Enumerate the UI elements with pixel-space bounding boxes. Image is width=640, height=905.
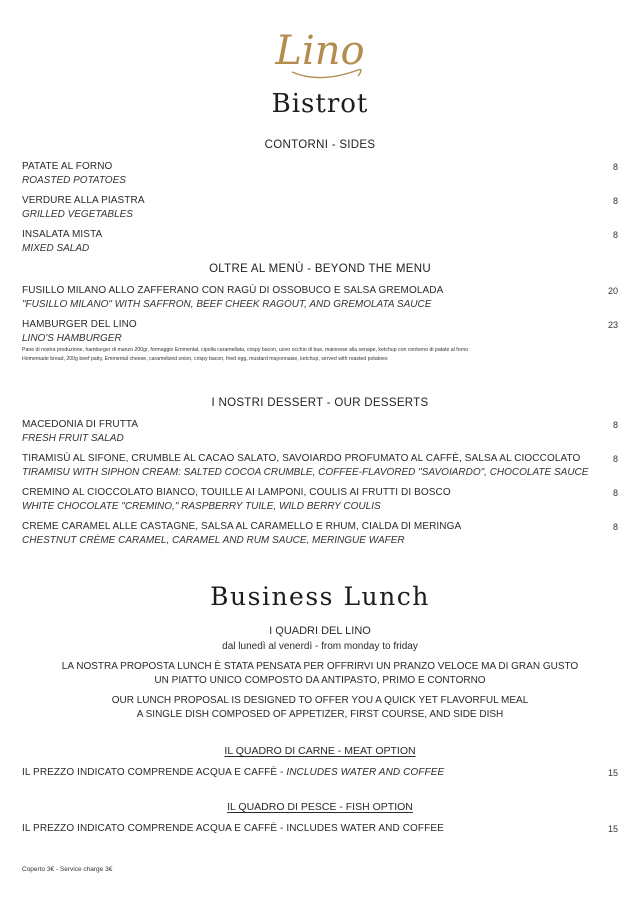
item-name-en: WHITE CHOCOLATE "CREMINO," RASPBERRY TUILE, WILD BERRY COULIS — [22, 501, 381, 512]
fish-option-title: IL QUADRO DI PESCE - FISH OPTION — [227, 801, 413, 813]
business-lunch-subtitle: I QUADRI DEL LINO — [269, 625, 371, 637]
item-price: 20 — [607, 286, 618, 296]
meat-line-it: IL PREZZO INDICATO COMPRENDE ACQUA E CAFFÈ - — [22, 767, 287, 778]
item-name-en: TIRAMISU WITH SIPHON CREAM: SALTED COCOA CRUMBLE, COFFEE-FLAVORED "SAVOIARDO", CHOCOLATE SAUCE — [22, 467, 589, 478]
item-name-en: CHESTNUT CRÈME CARAMEL, CARAMEL AND RUM SAUCE, MERINGUE WAFER — [22, 535, 405, 546]
item-price: 8 — [612, 420, 618, 430]
meat-option-title: IL QUADRO DI CARNE - MEAT OPTION — [224, 745, 416, 757]
item-name-it: TIRAMISÙ AL SIFONE, CRUMBLE AL CACAO SALATO, SAVOIARDO PROFUMATO AL CAFFÈ, SALSA AL CIOCCOLATO — [22, 453, 581, 464]
item-name-en: GRILLED VEGETABLES — [22, 209, 133, 220]
item-name-it: MACEDONIA DI FRUTTA — [22, 419, 139, 430]
item-name-en: ROASTED POTATOES — [22, 175, 126, 186]
item-name-en: "FUSILLO MILANO" WITH SAFFRON, BEEF CHEEK RAGOUT, AND GREMOLATA SAUCE — [22, 299, 432, 310]
menu-item — [22, 160, 618, 188]
item-name-it: CREME CARAMEL ALLE CASTAGNE, SALSA AL CARAMELLO E RHUM, CIALDA DI MERINGA — [22, 521, 462, 532]
item-name-it: VERDURE ALLA PIASTRA — [22, 195, 145, 206]
lunch-intro-en-2: A SINGLE DISH COMPOSED OF APPETIZER, FIRST COURSE, AND SIDE DISH — [136, 709, 504, 720]
item-price: 8 — [612, 522, 618, 532]
item-price: 8 — [612, 162, 618, 172]
lunch-intro-it-1: LA NOSTRA PROPOSTA LUNCH È STATA PENSATA PER OFFRIRVI UN PRANZO VELOCE MA DI GRAN GUSTO — [61, 661, 579, 672]
menu-item — [22, 452, 618, 480]
fish-option-line — [22, 822, 618, 836]
cover-charge-note: Coperto 3€ - Service charge 3€ — [22, 866, 113, 873]
business-lunch-days: dal lunedì al venerdì - from monday to friday — [222, 641, 418, 652]
item-price: 8 — [612, 230, 618, 240]
lunch-intro-it-2: UN PIATTO UNICO COMPOSTO DA ANTIPASTO, PRIMO E CONTORNO — [154, 675, 486, 686]
item-description-it: Pane di nostra produzione, hamburger di manzo 200gr, formaggio Emmental, cipolla caramellata, crispy bacon, uovo occhio di bue, maionese alla senape, ketchup con contorno di patate al forno — [22, 347, 469, 353]
meat-option-line — [22, 766, 618, 780]
menu-item — [22, 284, 618, 312]
item-name-it: FUSILLO MILANO ALLO ZAFFERANO CON RAGÙ DI OSSOBUCO E SALSA GREMOLADA — [22, 285, 444, 296]
menu-item — [22, 418, 618, 446]
item-description-en: Homemade bread, 200g beef patty, Emmental cheese, caramelized onion, crispy bacon, fried egg, mustard mayonnaise, ketchup, served with roasted potatoes — [22, 356, 388, 362]
item-price: 8 — [612, 488, 618, 498]
fish-option-price: 15 — [607, 824, 618, 834]
item-name-it: CREMINO AL CIOCCOLATO BIANCO, TOUILLE AI LAMPONI, COULIS AI FRUTTI DI BOSCO — [22, 487, 451, 498]
menu-item — [22, 520, 618, 548]
item-price: 8 — [612, 454, 618, 464]
item-price: 8 — [612, 196, 618, 206]
section-title-desserts: I NOSTRI DESSERT - OUR DESSERTS — [211, 397, 429, 409]
brand-logo — [0, 14, 640, 124]
item-name-it: HAMBURGER DEL LINO — [22, 319, 137, 330]
item-name-en: FRESH FRUIT SALAD — [22, 433, 124, 444]
item-name-en: MIXED SALAD — [22, 243, 90, 254]
menu-item — [22, 318, 618, 364]
logo-bistrot-text: Bistrot — [271, 89, 369, 119]
item-price: 23 — [607, 320, 618, 330]
lunch-intro-en-1: OUR LUNCH PROPOSAL IS DESIGNED TO OFFER YOU A QUICK YET FLAVORFUL MEAL — [111, 695, 529, 706]
menu-item — [22, 228, 618, 256]
item-name-it: PATATE AL FORNO — [22, 161, 113, 172]
menu-item — [22, 194, 618, 222]
meat-option-price: 15 — [607, 768, 618, 778]
fish-line: IL PREZZO INDICATO COMPRENDE ACQUA E CAFFÈ - INCLUDES WATER AND COFFEE — [22, 823, 444, 834]
meat-line-en: INCLUDES WATER AND COFFEE — [286, 767, 445, 778]
section-title-sides: CONTORNI - SIDES — [264, 139, 376, 151]
item-name-en: LINO'S HAMBURGER — [22, 333, 122, 344]
business-lunch-title: Business Lunch — [210, 582, 430, 611]
menu-item — [22, 486, 618, 514]
section-title-beyond-menu: OLTRE AL MENÙ - BEYOND THE MENU — [209, 263, 431, 275]
item-name-it: INSALATA MISTA — [22, 229, 103, 240]
logo-script-text: Lino — [275, 28, 365, 74]
